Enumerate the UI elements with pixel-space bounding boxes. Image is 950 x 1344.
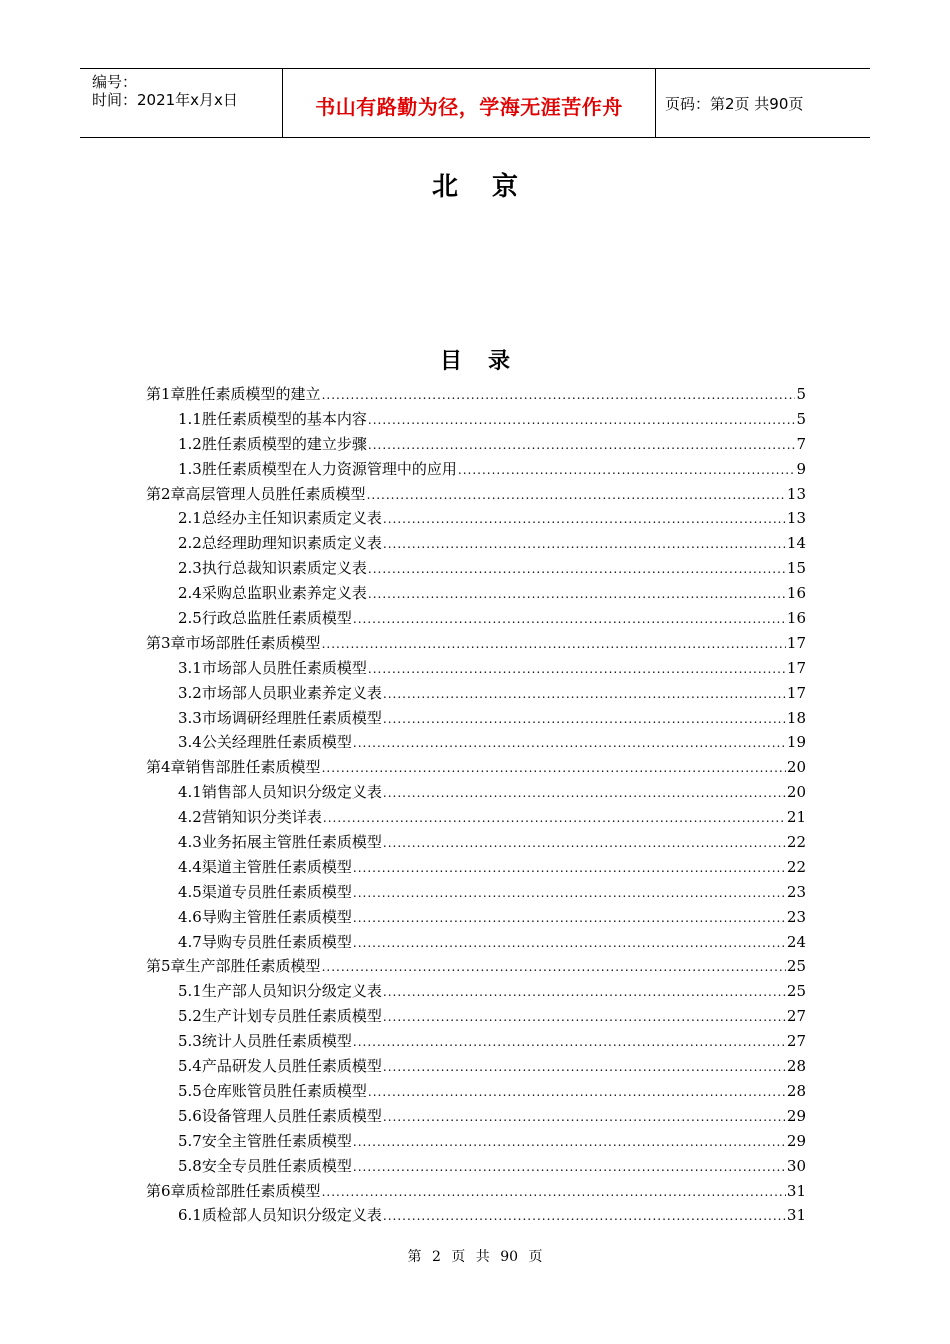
page-footer: 第 2 页 共 90 页 — [407, 1249, 543, 1265]
toc-leader-dots — [383, 1204, 786, 1229]
time-label: 时间：2021年x月x日 — [92, 91, 238, 109]
toc-leader-dots — [383, 1005, 786, 1030]
toc-entry-title: 生产计划专员胜任素质模型 — [201, 1007, 382, 1026]
toc-leader-dots — [353, 607, 786, 632]
code-label: 编号： — [92, 73, 138, 91]
toc-entry[interactable] — [146, 656, 806, 681]
toc-entry-number: 3.1 — [178, 658, 202, 677]
city-title: 北京 — [431, 172, 552, 202]
toc-leader-dots — [368, 433, 796, 458]
toc-entry-title: 销售部人员知识分级定义表 — [201, 783, 382, 802]
toc-entry[interactable] — [146, 930, 806, 955]
toc-entry[interactable] — [146, 407, 806, 432]
toc-entry[interactable] — [146, 855, 806, 880]
toc-entry-number: 第3章 — [146, 633, 186, 652]
toc-entry[interactable] — [146, 1129, 806, 1154]
toc-entry-number: 5.8 — [178, 1156, 202, 1175]
toc-entry-page: 30 — [786, 1156, 806, 1175]
toc-entry-number: 3.3 — [178, 708, 202, 727]
toc-entry-page: 20 — [786, 783, 806, 802]
toc-entry-number: 5.2 — [178, 1007, 202, 1026]
toc-entry[interactable] — [146, 1054, 806, 1079]
toc-entry-page: 5 — [796, 409, 806, 428]
toc-entry-page: 13 — [786, 484, 806, 503]
toc-leader-dots — [368, 557, 786, 582]
toc-entry-title: 市场部胜任素质模型 — [185, 633, 321, 652]
toc-entry[interactable] — [146, 1104, 806, 1129]
toc-entry-title: 仓库账管员胜任素质模型 — [201, 1081, 367, 1100]
toc-entry-title: 胜任素质模型在人力资源管理中的应用 — [201, 459, 457, 478]
header-meta-cell — [80, 69, 282, 137]
toc-entry[interactable] — [146, 581, 806, 606]
toc-entry-page: 24 — [786, 932, 806, 951]
table-of-contents — [146, 382, 806, 1228]
toc-entry-number: 第1章 — [146, 385, 186, 403]
toc-leader-dots — [323, 806, 786, 831]
toc-entry[interactable] — [146, 880, 806, 905]
toc-entry-number: 6.1 — [178, 1206, 202, 1225]
toc-leader-dots — [322, 632, 786, 657]
motto-text: 书山有路勤为径，学海无涯苦作舟 — [315, 95, 623, 119]
toc-entry-page: 28 — [786, 1081, 806, 1100]
toc-entry-title: 执行总裁知识素质定义表 — [201, 559, 367, 578]
toc-leader-dots — [322, 955, 786, 980]
toc-entry-number: 4.6 — [178, 907, 202, 926]
toc-entry-number: 2.3 — [178, 559, 202, 578]
toc-entry-page: 22 — [786, 833, 806, 852]
toc-entry-number: 4.3 — [178, 833, 202, 852]
toc-leader-dots — [322, 756, 786, 781]
toc-entry-title: 市场调研经理胜任素质模型 — [201, 708, 382, 727]
toc-entry-number: 第6章 — [146, 1181, 186, 1200]
toc-entry-number: 5.3 — [178, 1032, 202, 1051]
toc-entry[interactable] — [146, 706, 806, 731]
toc-entry-number: 1.2 — [178, 434, 202, 453]
toc-entry-number: 5.6 — [178, 1106, 202, 1125]
toc-entry-page: 9 — [796, 459, 806, 478]
toc-entry-page: 17 — [786, 633, 806, 652]
toc-entry-page: 23 — [786, 882, 806, 901]
toc-entry-page: 23 — [786, 907, 806, 926]
toc-entry-number: 第2章 — [146, 484, 186, 503]
toc-entry-title: 设备管理人员胜任素质模型 — [201, 1106, 382, 1125]
toc-entry-page: 29 — [786, 1106, 806, 1125]
toc-entry-page: 27 — [786, 1032, 806, 1051]
toc-entry[interactable] — [146, 1203, 806, 1228]
document-header — [80, 68, 870, 138]
toc-leader-dots — [353, 1155, 786, 1180]
toc-entry[interactable] — [146, 457, 806, 482]
toc-entry-number: 2.4 — [178, 584, 202, 603]
toc-entry-title: 胜任素质模型的建立 — [185, 385, 321, 403]
toc-leader-dots — [383, 682, 786, 707]
toc-entry[interactable] — [146, 905, 806, 930]
toc-entry-number: 2.1 — [178, 509, 202, 528]
toc-leader-dots — [383, 1105, 786, 1130]
toc-entry[interactable] — [146, 1029, 806, 1054]
toc-leader-dots — [353, 731, 786, 756]
toc-entry-number: 5.5 — [178, 1081, 202, 1100]
toc-entry[interactable] — [146, 755, 806, 780]
toc-entry[interactable] — [146, 979, 806, 1004]
toc-entry-title: 市场部人员职业素养定义表 — [201, 683, 382, 702]
toc-entry[interactable] — [146, 1004, 806, 1029]
toc-entry-number: 5.7 — [178, 1131, 202, 1150]
toc-leader-dots — [458, 458, 796, 483]
toc-entry-page: 14 — [786, 534, 806, 553]
toc-entry-number: 4.7 — [178, 932, 202, 951]
header-page-cell — [655, 69, 870, 137]
toc-leader-dots — [353, 881, 786, 906]
toc-entry-title: 营销知识分类详表 — [201, 808, 322, 827]
toc-leader-dots — [383, 1055, 786, 1080]
toc-leader-dots — [353, 1130, 786, 1155]
toc-leader-dots — [322, 1180, 786, 1205]
toc-entry[interactable] — [146, 780, 806, 805]
toc-leader-dots — [353, 931, 786, 956]
toc-entry[interactable] — [146, 805, 806, 830]
toc-entry-title: 销售部胜任素质模型 — [185, 758, 321, 777]
toc-entry-page: 16 — [786, 609, 806, 628]
toc-entry-title: 公关经理胜任素质模型 — [201, 733, 352, 752]
toc-entry-page: 17 — [786, 658, 806, 677]
toc-entry-page: 7 — [796, 434, 806, 453]
toc-entry-page: 21 — [786, 808, 806, 827]
toc-entry[interactable] — [146, 556, 806, 581]
toc-entry-page: 31 — [786, 1206, 806, 1225]
toc-entry-title: 安全主管胜任素质模型 — [201, 1131, 352, 1150]
toc-entry[interactable] — [146, 730, 806, 755]
toc-leader-dots — [368, 657, 786, 682]
toc-entry-number: 1.1 — [178, 409, 202, 428]
toc-leader-dots — [383, 781, 786, 806]
toc-leader-dots — [353, 906, 786, 931]
toc-entry-page: 17 — [786, 683, 806, 702]
toc-entry-title: 生产部胜任素质模型 — [185, 957, 321, 976]
toc-entry-title: 市场部人员胜任素质模型 — [201, 658, 367, 677]
toc-entry-title: 产品研发人员胜任素质模型 — [201, 1057, 382, 1076]
toc-entry-number: 4.4 — [178, 857, 202, 876]
toc-leader-dots — [383, 507, 786, 532]
toc-leader-dots — [383, 707, 786, 732]
toc-entry[interactable] — [146, 681, 806, 706]
toc-entry-page: 31 — [786, 1181, 806, 1200]
toc-entry-title: 导购专员胜任素质模型 — [201, 932, 352, 951]
toc-entry-title: 高层管理人员胜任素质模型 — [185, 484, 366, 503]
toc-leader-dots — [383, 980, 786, 1005]
toc-entry[interactable] — [146, 1079, 806, 1104]
toc-entry-page: 5 — [796, 385, 806, 403]
toc-entry-page: 16 — [786, 584, 806, 603]
toc-entry-number: 5.4 — [178, 1057, 202, 1076]
toc-leader-dots — [367, 483, 786, 508]
toc-entry[interactable] — [146, 482, 806, 507]
toc-entry-page: 13 — [786, 509, 806, 528]
toc-entry-title: 总经办主任知识素质定义表 — [201, 509, 382, 528]
toc-entry-title: 胜任素质模型的建立步骤 — [201, 434, 367, 453]
toc-entry[interactable] — [146, 432, 806, 457]
toc-entry-number: 3.4 — [178, 733, 202, 752]
toc-entry-title: 统计人员胜任素质模型 — [201, 1032, 352, 1051]
toc-entry-number: 4.2 — [178, 808, 202, 827]
toc-entry-title: 总经理助理知识素质定义表 — [201, 534, 382, 553]
toc-entry[interactable] — [146, 631, 806, 656]
toc-entry-title: 导购主管胜任素质模型 — [201, 907, 352, 926]
toc-entry-page: 25 — [786, 982, 806, 1001]
toc-entry-page: 29 — [786, 1131, 806, 1150]
toc-leader-dots — [368, 1080, 786, 1105]
toc-entry-number: 2.2 — [178, 534, 202, 553]
toc-entry-title: 渠道主管胜任素质模型 — [201, 857, 352, 876]
toc-entry-number: 3.2 — [178, 683, 202, 702]
toc-leader-dots — [383, 532, 786, 557]
toc-entry-title: 生产部人员知识分级定义表 — [201, 982, 382, 1001]
toc-entry-number: 4.5 — [178, 882, 202, 901]
toc-entry[interactable] — [146, 1179, 806, 1204]
header-motto-cell — [282, 69, 656, 137]
toc-entry-number: 1.3 — [178, 459, 202, 478]
toc-leader-dots — [368, 408, 796, 433]
toc-entry-page: 18 — [786, 708, 806, 727]
toc-leader-dots — [322, 383, 796, 408]
toc-entry-title: 质检部人员知识分级定义表 — [201, 1206, 382, 1225]
toc-entry-title: 采购总监职业素养定义表 — [201, 584, 367, 603]
toc-entry-number: 第5章 — [146, 957, 186, 976]
toc-entry-page: 28 — [786, 1057, 806, 1076]
toc-entry-title: 业务拓展主管胜任素质模型 — [201, 833, 382, 852]
toc-entry-page: 15 — [786, 559, 806, 578]
toc-entry-number: 5.1 — [178, 982, 202, 1001]
toc-leader-dots — [353, 1030, 786, 1055]
toc-leader-dots — [383, 831, 786, 856]
toc-entry-number: 第4章 — [146, 758, 186, 777]
toc-entry[interactable] — [146, 954, 806, 979]
toc-entry-number: 2.5 — [178, 609, 202, 628]
toc-entry[interactable] — [146, 531, 806, 556]
toc-entry-title: 安全专员胜任素质模型 — [201, 1156, 352, 1175]
toc-entry-page: 27 — [786, 1007, 806, 1026]
toc-title: 目录 — [439, 349, 536, 374]
toc-entry[interactable] — [146, 1154, 806, 1179]
toc-entry-title: 渠道专员胜任素质模型 — [201, 882, 352, 901]
toc-entry-page: 20 — [786, 758, 806, 777]
toc-entry[interactable] — [146, 382, 806, 407]
toc-entry-page: 22 — [786, 857, 806, 876]
toc-entry-title: 行政总监胜任素质模型 — [201, 609, 352, 628]
toc-entry-title: 胜任素质模型的基本内容 — [201, 409, 367, 428]
toc-leader-dots — [353, 856, 786, 881]
toc-entry[interactable] — [146, 606, 806, 631]
toc-entry-title: 质检部胜任素质模型 — [185, 1181, 321, 1200]
toc-entry-number: 4.1 — [178, 783, 202, 802]
toc-entry-page: 25 — [786, 957, 806, 976]
toc-entry[interactable] — [146, 830, 806, 855]
page-info: 页码：第2页 共90页 — [665, 95, 804, 113]
toc-entry-page: 19 — [786, 733, 806, 752]
toc-entry[interactable] — [146, 506, 806, 531]
toc-leader-dots — [368, 582, 786, 607]
